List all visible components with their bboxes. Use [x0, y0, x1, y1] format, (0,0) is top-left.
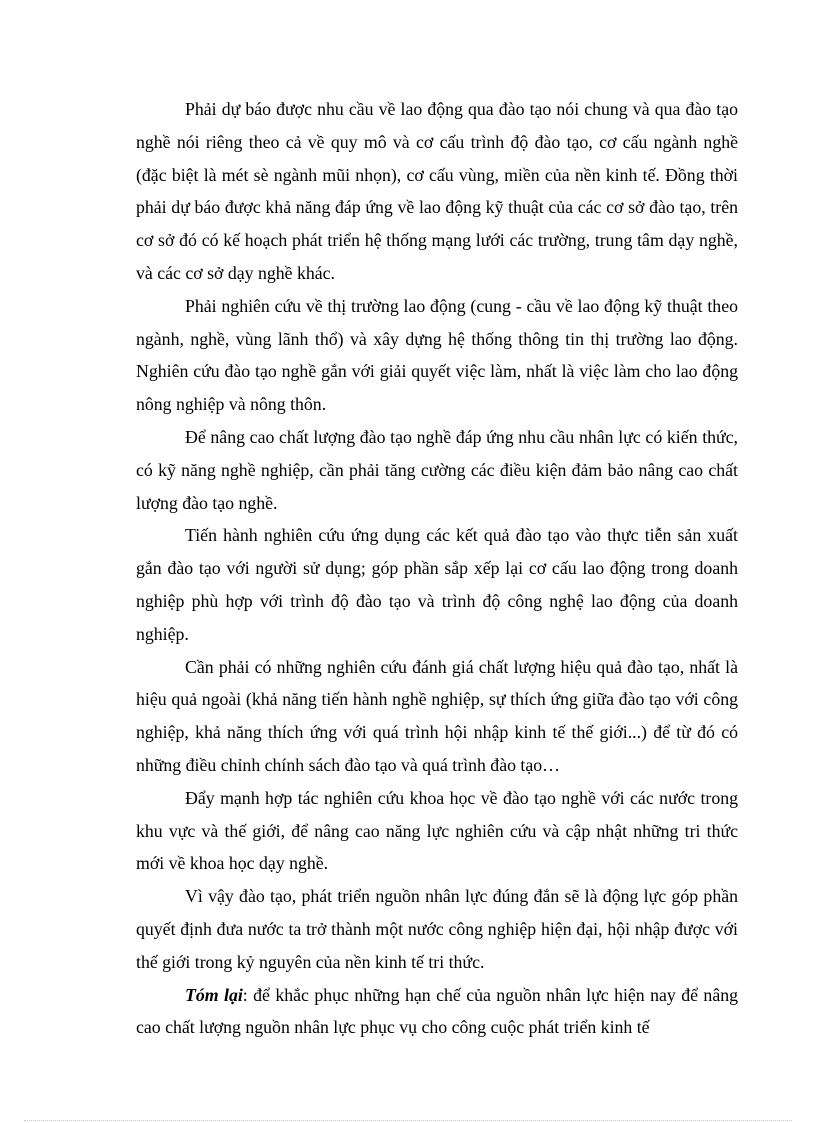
paragraph-applied-research: Tiến hành nghiên cứu ứng dụng các kết quả đào tạo vào thực tiễn sản xuất gắn đào tạo với người sử dụng; góp phần sắp xếp lại cơ cấu lao động trong doanh nghiệp phù hợp với trình độ đào tạo và trình độ công nghệ lao động của doanh nghiệp. — [136, 525, 738, 644]
paragraph-labor-market-research: Phải nghiên cứu về thị trường lao động (cung - cầu về lao động kỹ thuật theo ngành, nghề, vùng lãnh thổ) và xây dựng hệ thống thông tin thị trường lao động. Nghiên cứu đào tạo nghề gắn với giải quyết việc làm, nhất là việc làm cho lao động nông nghiệp và nông thôn. — [136, 295, 738, 415]
paragraph-training-quality: Để nâng cao chất lượng đào tạo nghề đáp ứng nhu cầu nhân lực có kiến thức, có kỹ năng nghề nghiệp, cần phải tăng cường các điều kiện đảm bảo nâng cao chất lượng đào tạo nghề. — [136, 426, 738, 513]
paragraph-workforce-forecast: Phải dự báo được nhu cầu về lao động qua đào tạo nói chung và qua đào tạo nghề nói riêng theo cả về quy mô và cơ cấu trình độ đào tạo, cơ cấu ngành nghề (đặc biệt là mét sè ngành mũi nhọn), cơ cấu vùng, miền của nền kinh tế. Đồng thời phải dự báo được khả năng đáp ứng về lao động kỹ thuật của các cơ sở đào tạo, trên cơ sở đó có kế hoạch phát triển hệ thống mạng lưới các trường, trung tâm dạy nghề, và các cơ sở dạy nghề khác. — [136, 99, 738, 283]
summary-text: : để khắc phục những hạn chế của nguồn nhân lực hiện nay để nâng cao chất lượng nguồn nhân lực phục vụ cho công cuộc phát triển kinh tế — [136, 984, 738, 1038]
summary-lead: Tóm lại — [185, 984, 243, 1005]
document-page — [136, 93, 738, 1044]
paragraph-summary — [136, 979, 738, 1045]
paragraph-international-cooperation: Đẩy mạnh hợp tác nghiên cứu khoa học về đào tạo nghề với các nước trong khu vực và thế giới, để nâng cao năng lực nghiên cứu và cập nhật những tri thức mới về khoa học dạy nghề. — [136, 787, 738, 874]
page-bottom-divider — [24, 1120, 792, 1121]
paragraph-conclusion-development: Vì vậy đào tạo, phát triển nguồn nhân lực đúng đắn sẽ là động lực góp phần quyết định đưa nước ta trở thành một nước công nghiệp hiện đại, hội nhập được với thế giới trong kỷ nguyên của nền kinh tế tri thức. — [136, 886, 738, 972]
paragraph-effectiveness-evaluation: Cần phải có những nghiên cứu đánh giá chất lượng hiệu quả đào tạo, nhất là hiệu quả ngoài (khả năng tiến hành nghề nghiệp, sự thích ứng giữa đào tạo với công nghiệp, khả năng thích ứng với quá trình hội nhập kinh tế thế giới...) để từ đó có những điều chỉnh chính sách đào tạo và quá trình đào tạo… — [136, 656, 738, 775]
